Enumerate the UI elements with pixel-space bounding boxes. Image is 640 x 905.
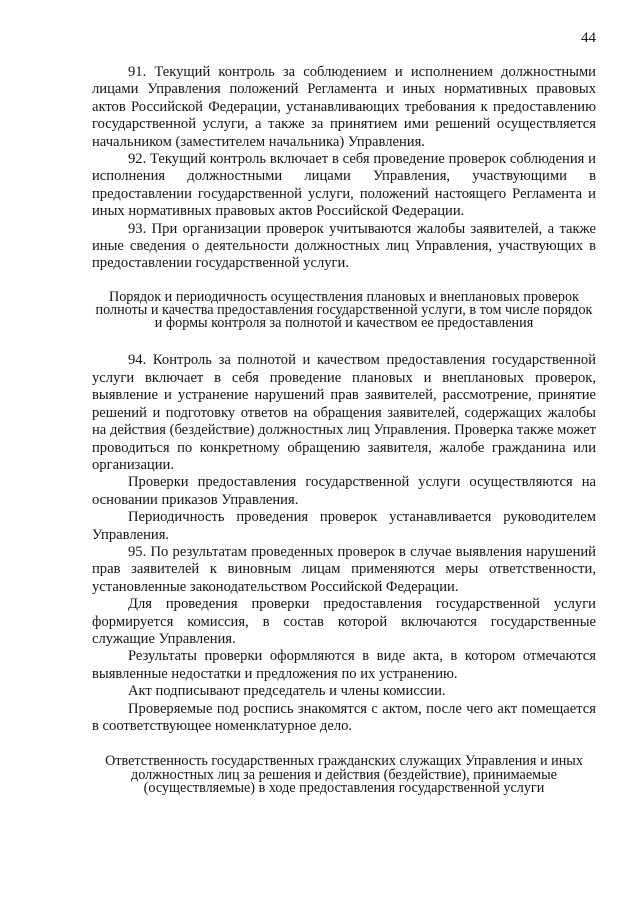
paragraph-inspection-results: Результаты проверки оформляются в виде акта, в котором отмечаются выявленные недостатки и предложения по их устранению. bbox=[92, 648, 596, 682]
section-heading-control-procedure: Порядок и периодичность осуществления плановых и внеплановых проверок полноты и качества предоставления государственной услуги, в том числе порядок и формы контроля за полнотой и качеством ее предоставления bbox=[95, 288, 593, 332]
paragraph-91: 91. Текущий контроль за соблюдением и исполнением должностными лицами Управления положений Регламента и иных нормативных правовых актов Российской Федерации, устанавливающих требования к предоставлению государственной услуги, а также за принятием ими решений осуществляется начальником (заместителем начальника) Управления. bbox=[92, 64, 596, 150]
paragraph-93: 93. При организации проверок учитываются жалобы заявителей, а также иные сведения о деятельности должностных лиц Управления, участвующих в предоставлении государственной услуги. bbox=[92, 220, 596, 272]
paragraph-commission: Для проведения проверки предоставления государственной услуги формируется комиссия, в состав которой включаются государственные служащие Управления. bbox=[92, 596, 596, 647]
paragraph-act-signing: Акт подписывают председатель и члены комиссии. bbox=[128, 683, 446, 700]
paragraph-act-acknowledgement: Проверяемые под роспись знакомятся с актом, после чего акт помещается в соответствующее номенклатурное дело. bbox=[92, 700, 596, 735]
paragraph-94: 94. Контроль за полнотой и качеством предоставления государственной услуги включает в себя проведение плановых и внеплановых проверок, выявление и устранение нарушений прав заявителей, рассмотрение, принятие решений и подготовку ответов на обращения заявителей, содержащих жалобы на действия (бездействие) должностных лиц Управления. Проверка также может проводиться по конкретному обращению заявителя, жалобе гражданина или организации. bbox=[92, 352, 596, 473]
paragraph-95: 95. По результатам проведенных проверок в случае выявления нарушений прав заявителей к виновным лицам применяются меры ответственности, установленные законодательством Российской Федерации. bbox=[92, 543, 596, 595]
document-body bbox=[92, 64, 596, 795]
section-heading-responsibility: Ответственность государственных гражданских служащих Управления и иных должностных лиц за решения и действия (бездействие), принимаемые (осуществляемые) в ходе предоставления государственной услуги bbox=[105, 753, 583, 796]
paragraph-92: 92. Текущий контроль включает в себя проведение проверок соблюдения и исполнения должностными лицами Управления, участвующими в предоставлении государственной услуги, положений настоящего Регламента и иных нормативных правовых актов Российской Федерации. bbox=[92, 151, 596, 220]
page-number: 44 bbox=[581, 30, 596, 46]
paragraph-inspections-basis: Проверки предоставления государственной услуги осуществляются на основании приказов Управления. bbox=[92, 474, 596, 508]
paragraph-inspections-frequency: Периодичность проведения проверок устанавливается руководителем Управления. bbox=[92, 509, 596, 543]
